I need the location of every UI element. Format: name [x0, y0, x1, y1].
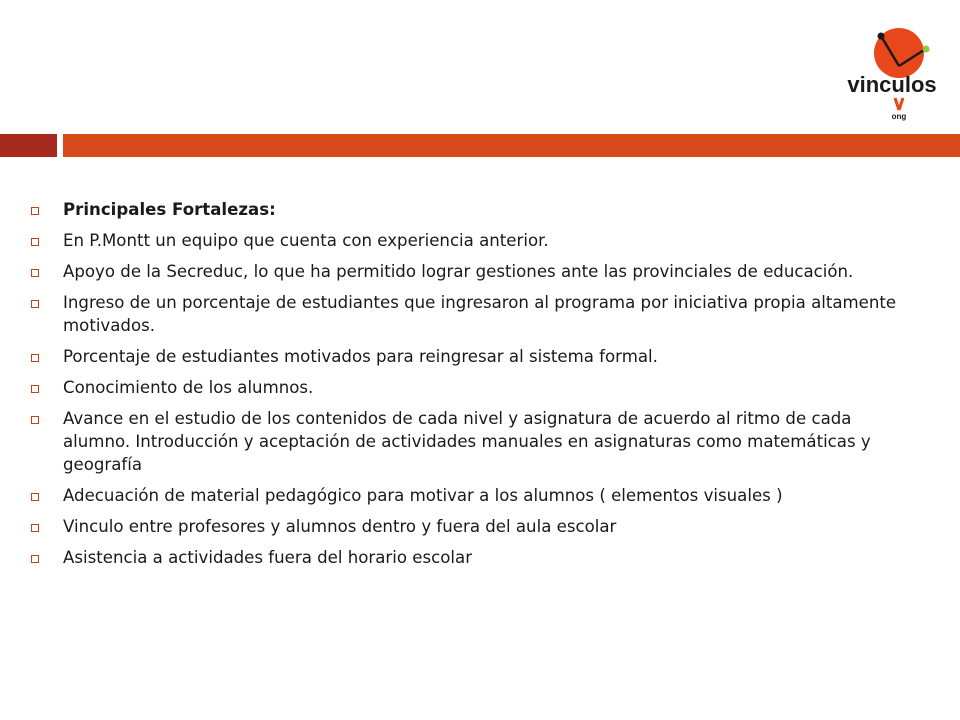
square-bullet-icon	[31, 238, 39, 246]
bullet-item	[28, 407, 918, 476]
bullet-text: Avance en el estudio de los contenidos de cada nivel y asignatura de acuerdo al ritmo de cada alumno. Introducción y aceptación de actividades manuales en asignaturas como matemáticas y geografía	[63, 409, 871, 474]
bullet-item	[28, 546, 918, 569]
bullet-text: Apoyo de la Secreduc, lo que ha permitido lograr gestiones ante las provinciales de educación.	[63, 262, 854, 281]
square-bullet-icon	[31, 416, 39, 424]
header-bar-left	[0, 134, 57, 157]
square-bullet-icon	[31, 300, 39, 308]
bullet-text: Vinculo entre profesores y alumnos dentro y fuera del aula escolar	[63, 517, 617, 536]
logo-subtitle: ong	[891, 112, 907, 121]
bullet-text: Asistencia a actividades fuera del horario escolar	[63, 548, 473, 567]
bullet-item	[28, 260, 918, 283]
square-bullet-icon	[31, 354, 39, 362]
vinculos-logo	[836, 26, 948, 126]
square-bullet-icon	[31, 524, 39, 532]
bullet-item	[28, 515, 918, 538]
square-bullet-icon	[31, 555, 39, 563]
bullet-item	[28, 291, 918, 337]
bullet-item	[28, 345, 918, 368]
bullet-text: Adecuación de material pedagógico para motivar a los alumnos ( elementos visuales )	[63, 486, 783, 505]
bullet-text: Principales Fortalezas:	[63, 200, 276, 219]
bullet-text: En P.Montt un equipo que cuenta con experiencia anterior.	[63, 231, 549, 250]
header-bar-right	[63, 134, 960, 157]
bullet-item	[28, 198, 918, 221]
bullet-item	[28, 484, 918, 507]
square-bullet-icon	[31, 207, 39, 215]
logo-wordmark: vinculos	[847, 72, 937, 97]
bullet-item	[28, 229, 918, 252]
square-bullet-icon	[31, 493, 39, 501]
bullet-text: Conocimiento de los alumnos.	[63, 378, 314, 397]
square-bullet-icon	[31, 269, 39, 277]
bullet-text: Ingreso de un porcentaje de estudiantes que ingresaron al programa por iniciativa propia altamente motivados.	[63, 293, 897, 335]
bullet-item	[28, 376, 918, 399]
square-bullet-icon	[31, 385, 39, 393]
bullet-list	[28, 198, 918, 577]
bullet-text: Porcentaje de estudiantes motivados para reingresar al sistema formal.	[63, 347, 658, 366]
